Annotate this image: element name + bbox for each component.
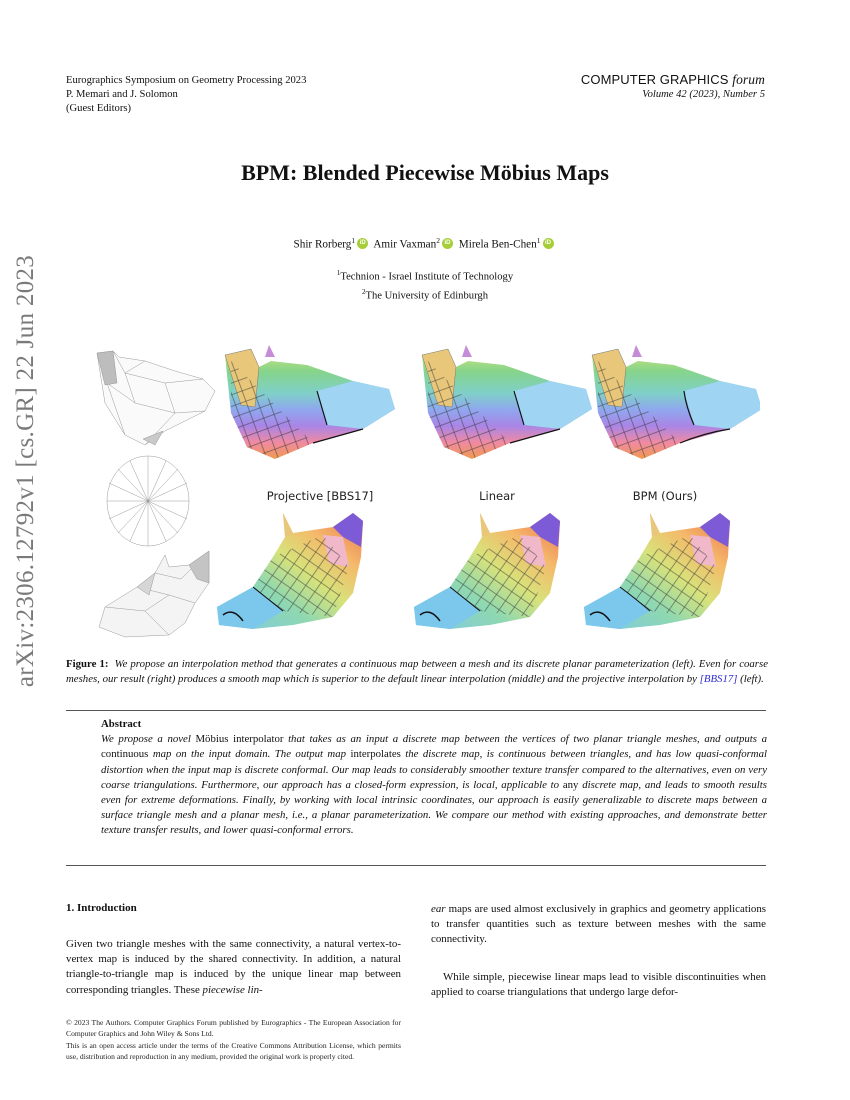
abstract-text: map on the input domain. The output map xyxy=(152,748,351,761)
wireframe-side-view xyxy=(97,351,215,445)
head-bpm-top xyxy=(592,345,760,459)
label-linear: Linear xyxy=(479,489,515,503)
paper-title: BPM: Blended Piecewise Möbius Maps xyxy=(241,160,609,185)
journal-volume: Volume 42 (2023), Number 5 xyxy=(642,89,765,100)
orcid-icon[interactable] xyxy=(543,238,554,249)
author-affil-mark: 2 xyxy=(436,236,440,245)
wireframe-front-view xyxy=(99,551,209,637)
abstract-text: Möbius interpolator xyxy=(195,733,289,746)
label-projective: Projective [BBS17] xyxy=(266,489,374,503)
intro-italic-term: piecewise lin- xyxy=(202,983,263,996)
abstract xyxy=(101,717,767,839)
intro-paragraph: While simple, piecewise linear maps lead to visible discontinuities when applied to coarse triangulations that undergo large defor- xyxy=(431,970,766,998)
abstract-text: continuous xyxy=(101,748,153,761)
author-name: Mirela Ben-Chen xyxy=(458,238,537,251)
affiliations xyxy=(0,266,850,303)
abstract-text: any xyxy=(562,778,583,791)
abstract-top-rule xyxy=(66,710,766,711)
editors-line: P. Memari and J. Solomon xyxy=(66,89,178,100)
teaser-figure xyxy=(85,343,760,641)
author-affil-mark: 1 xyxy=(351,236,356,245)
caption-text-end: (left). xyxy=(737,673,764,686)
abstract-text: the discrete map, is continuous between triangles, and has low quasi-conformal distortion when the input map is discrete conformal. Our map leads to considerably smoother texture transfer compared to the alternatives, even on very coarse triangulations. Furthermore, our approach has a closed-form expression, is local, applicable to xyxy=(101,748,767,791)
planar-parameterization xyxy=(107,456,189,546)
conference-line: Eurographics Symposium on Geometry Processing 2023 xyxy=(66,75,307,86)
abstract-text: interpolates xyxy=(350,748,406,761)
orcid-icon[interactable] xyxy=(357,238,368,249)
author-name: Shir Rorberg xyxy=(293,238,352,251)
affiliation: $^2$The University of Edinburgh xyxy=(362,287,488,302)
intro-column-right xyxy=(431,902,766,1000)
abstract-text: We propose a novel xyxy=(101,733,196,746)
author-affil-mark: 1 xyxy=(536,236,541,245)
copyright-line: © 2023 The Authors. Computer Graphics Forum published by Eurographics - The European Association for Computer Graphics and John Wiley & Sons Ltd. xyxy=(66,1018,401,1039)
figure-caption xyxy=(66,657,768,687)
affiliation: $^1$Technion - Israel Institute of Technology xyxy=(336,269,514,283)
copyright-footnote xyxy=(66,1017,401,1062)
abstract-heading: Abstract xyxy=(101,718,142,730)
intro-paragraph: Given two triangle meshes with the same connectivity, a natural vertex-to-vertex map is induced by the shared connectivity. In addition, a natural triangle-to-triangle map is induced by the unique linear map between corresponding triangles. These xyxy=(66,938,401,996)
journal-header xyxy=(581,72,765,100)
intro-column-left xyxy=(66,937,401,998)
guest-editors-line: (Guest Editors) xyxy=(66,103,132,114)
head-bpm-bottom xyxy=(584,513,730,629)
orcid-icon[interactable] xyxy=(442,238,453,249)
head-linear-top xyxy=(422,345,592,459)
section-heading-introduction: 1. Introduction xyxy=(66,902,137,914)
caption-label: Figure 1: xyxy=(66,658,109,670)
head-linear-bottom xyxy=(414,513,560,629)
abstract-text: discrete map, and leads to smooth results even for extreme deformations. Finally, by working with local intrinsic coordinates, our approach is easily generalizable to discrete maps between a surface triangle mesh and a planar mesh, i.e., a planar parameterization. We compare our method with existing approaches, and demonstrate better texture transfer results, and lower quasi-conformal errors. xyxy=(101,778,767,837)
label-bpm: BPM (Ours) xyxy=(632,489,698,503)
license-line: This is an open access article under the terms of the Creative Commons Attribution License, which permits use, distribution and reproduction in any medium, provided the original work is properly cited. xyxy=(66,1040,401,1061)
abstract-bottom-rule xyxy=(66,865,766,866)
author-list xyxy=(0,236,850,251)
journal-name: COMPUTER GRAPHICS forum xyxy=(580,72,765,87)
conference-header xyxy=(66,74,306,116)
head-projective-bottom xyxy=(217,513,363,629)
head-projective-top xyxy=(225,345,395,459)
author-name: Amir Vaxman xyxy=(373,238,437,251)
arxiv-stamp: arXiv:2306.12792v1 [cs.GR] 22 Jun 2023 xyxy=(12,254,39,688)
intro-paragraph: ear maps are used almost exclusively in graphics and geometry applications to transfer quantities such as texture between meshes with the same connectivity. xyxy=(431,903,766,946)
citation-link-bbs17[interactable]: [BBS17] xyxy=(699,673,738,686)
abstract-text: that takes as an input a discrete map between the vertices of two planar triangle meshes, and outputs a xyxy=(288,733,767,746)
caption-text: We propose an interpolation method that generates a continuous map between a mesh and its discrete planar parameterization (left). Even for coarse meshes, our result (right) produces a smooth map which is superior to the default linear interpolation (middle) and the projective interpolation by xyxy=(66,658,768,686)
